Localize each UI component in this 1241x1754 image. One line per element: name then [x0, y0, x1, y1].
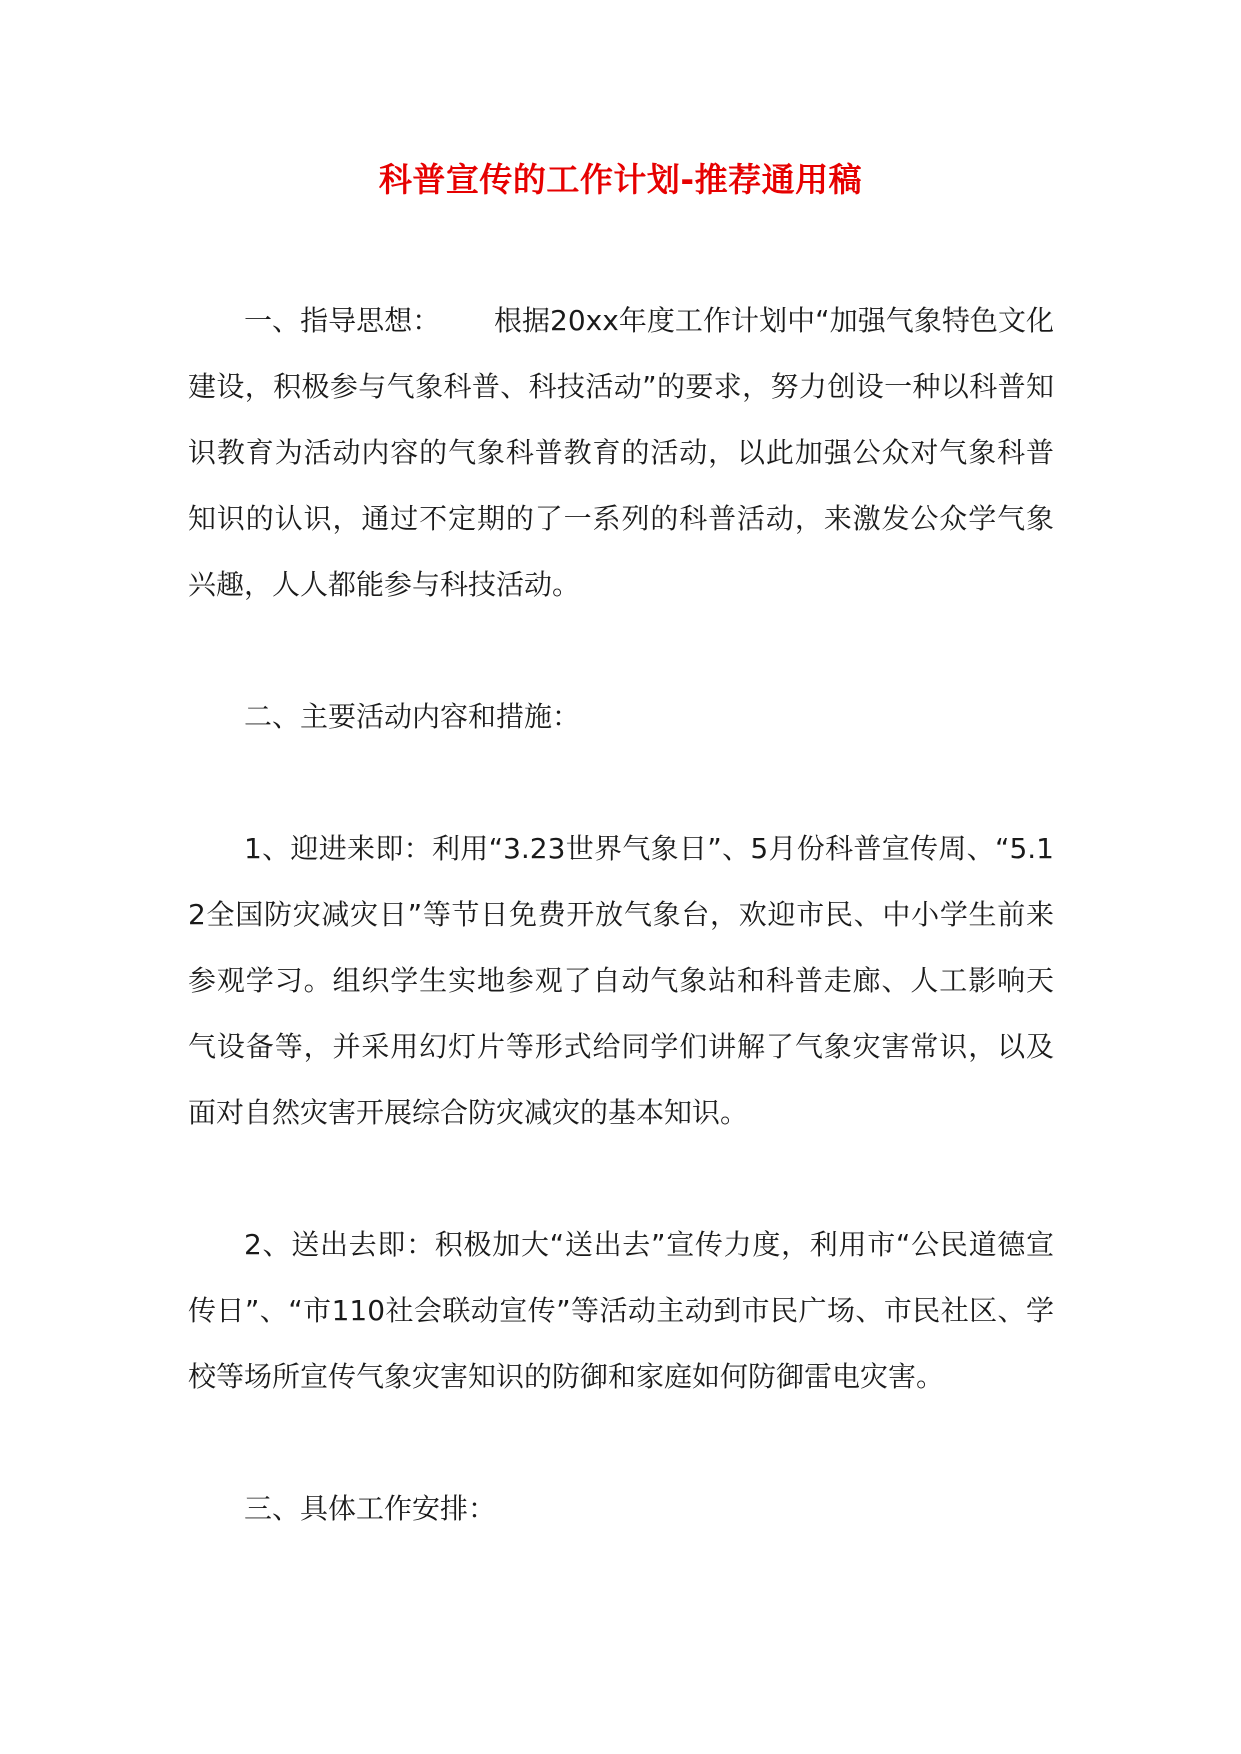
- heading-main-activities: 二、主要活动内容和措施：: [244, 700, 581, 733]
- paragraph-welcome-in: 1、迎进来即：利用“3.23世界气象日”、5月份科普宣传周、“5.12全国防灾减灾日”等节日免费开放气象台，欢迎市民、中小学生前来参观学习。组织学生实地参观了自动气象站和科普走廊、人工影响天气设备等，并采用幻灯片等形式给同学们讲解了气象灾害常识，以及面对自然灾害开展综合防灾减灾的基本知识。: [188, 832, 1054, 1129]
- document-title: 科普宣传的工作计划-推荐通用稿: [378, 160, 863, 199]
- paragraph-spacer: [188, 750, 1054, 816]
- paragraph-send-out: 2、送出去即：积极加大“送出去”宣传力度，利用市“公民道德宣传日”、“市110社会联动宣传”等活动主动到市民广场、市民社区、学校等场所宣传气象灾害知识的防御和家庭如何防御雷电灾害。: [188, 1228, 1054, 1393]
- document-body: [188, 288, 1054, 1542]
- paragraph-spacer: [188, 1410, 1054, 1476]
- heading-work-arrangement: 三、具体工作安排：: [244, 1492, 497, 1525]
- paragraph-spacer: [188, 618, 1054, 684]
- paragraph-guiding-ideology: 一、指导思想： 根据20xx年度工作计划中“加强气象特色文化建设，积极参与气象科普、科技活动”的要求，努力创设一种以科普知识教育为活动内容的气象科普教育的活动，以此加强公众对气象科普知识的认识，通过不定期的了一系列的科普活动，来激发公众学气象兴趣，人人都能参与科技活动。: [188, 304, 1054, 601]
- paragraph-spacer: [188, 1146, 1054, 1212]
